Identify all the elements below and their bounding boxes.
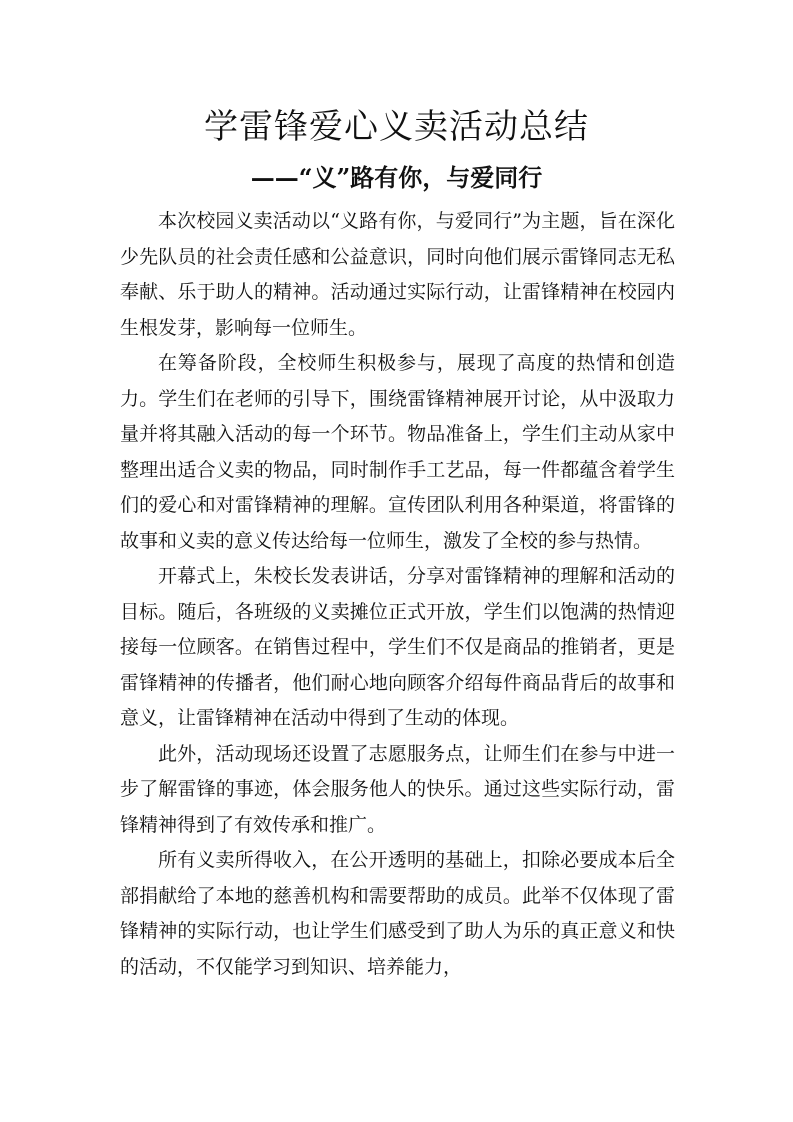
paragraph-volunteer: 此外，活动现场还设置了志愿服务点，让师生们在参与中进一步了解雷锋的事迹，体会服务他人的快乐。通过这些实际行动，雷锋精神得到了有效传承和推广。: [120, 742, 675, 836]
page-title: 学雷锋爱心义卖活动总结: [204, 107, 589, 147]
page-subtitle: ——“义”路有你，与爱同行: [250, 163, 543, 192]
paragraph-donation: 所有义卖所得收入，在公开透明的基础上，扣除必要成本后全部捐献给了本地的慈善机构和需要帮助的成员。此举不仅体现了雷锋精神的实际行动，也让学生们感受到了助人为乐的真正意义和快的活动，不仅能学习到知识、培养能力，: [120, 849, 675, 978]
document-body: [120, 204, 675, 985]
paragraph-theme: 本次校园义卖活动以“义路有你，与爱同行”为主题，旨在深化少先队员的社会责任感和公益意识，同时向他们展示雷锋同志无私奉献、乐于助人的精神。活动通过实际行动，让雷锋精神在校园内生根发芽，影响每一位师生。: [120, 210, 675, 339]
paragraph-preparation: 在筹备阶段，全校师生积极参与，展现了高度的热情和创造力。学生们在老师的引导下，围绕雷锋精神展开讨论，从中汲取力量并将其融入活动的每一个环节。物品准备上，学生们主动从家中整理出适合义卖的物品，同时制作手工艺品，每一件都蕴含着学生们的爱心和对雷锋精神的理解。宣传团队利用各种渠道，将雷锋的故事和义卖的意义传达给每一位师生，激发了全校的参与热情。: [120, 352, 675, 552]
paragraph-opening: 开幕式上，朱校长发表讲话，分享对雷锋精神的理解和活动的目标。随后，各班级的义卖摊位正式开放，学生们以饱满的热情迎接每一位顾客。在销售过程中，学生们不仅是商品的推销者，更是雷锋精神的传播者，他们耐心地向顾客介绍每件商品背后的故事和意义，让雷锋精神在活动中得到了生动的体现。: [120, 565, 675, 729]
